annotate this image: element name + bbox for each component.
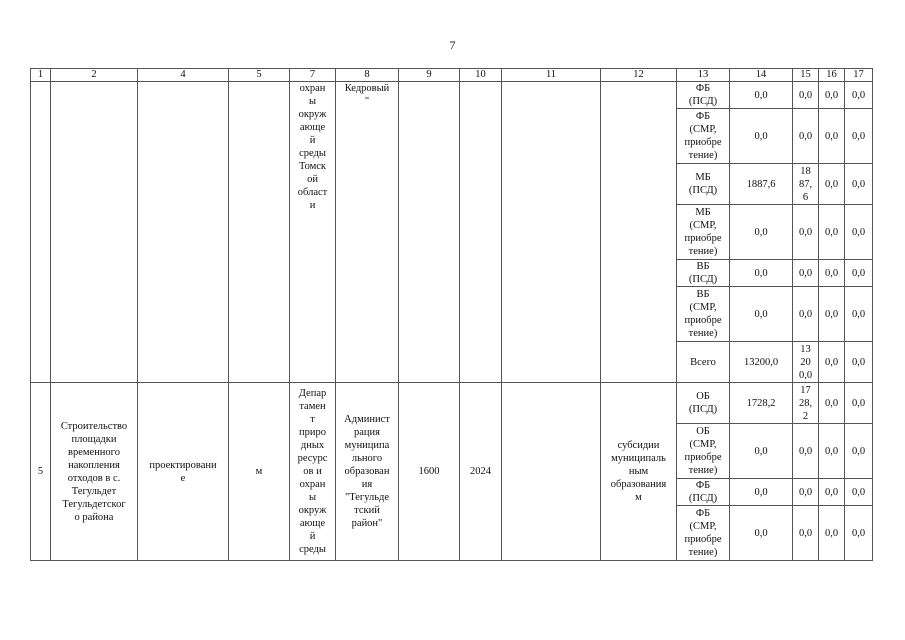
- amount-2026: 0,0: [845, 424, 873, 479]
- page-number: 7: [449, 38, 456, 52]
- amount-2026: 0,0: [845, 164, 873, 205]
- cell-number: [31, 82, 51, 383]
- amount-total: 13200,0: [730, 342, 793, 383]
- amount-2025: 0,0: [819, 164, 845, 205]
- header-cell: 13: [677, 69, 730, 82]
- amount-2024: 0,0: [793, 479, 819, 506]
- cell-unit: м: [229, 383, 290, 561]
- amount-2025: 0,0: [819, 342, 845, 383]
- header-cell: 9: [399, 69, 460, 82]
- amount-2026: 0,0: [845, 383, 873, 424]
- cell-name: Строительство площадки временного накопления отходов в с. Тегульдет Тегульдетског о района: [51, 383, 138, 561]
- cell-capacity: 1600: [399, 383, 460, 561]
- header-cell: 11: [502, 69, 601, 82]
- cell-stage: [138, 82, 229, 383]
- header-cell: 17: [845, 69, 873, 82]
- cell-executor: охран ы окруж ающе й среды Томск ой област и: [290, 82, 336, 383]
- cell-mechanism: [601, 82, 677, 383]
- amount-2024: 0,0: [793, 82, 819, 109]
- header-cell: 16: [819, 69, 845, 82]
- header-cell: 4: [138, 69, 229, 82]
- header-cell: 8: [336, 69, 399, 82]
- funding-source: ФБ (ПСД): [677, 82, 730, 109]
- cell-executor: Депар тамен т приро дных ресурс ов и охран ы окруж ающе й среды: [290, 383, 336, 561]
- cell-stage: проектировани е: [138, 383, 229, 561]
- amount-total: 0,0: [730, 479, 793, 506]
- amount-total: 1887,6: [730, 164, 793, 205]
- amount-2024: 0,0: [793, 205, 819, 260]
- amount-2026: 0,0: [845, 82, 873, 109]
- amount-2026: 0,0: [845, 287, 873, 342]
- funding-source: ОБ (ПСД): [677, 383, 730, 424]
- amount-2024: 0,0: [793, 506, 819, 561]
- amount-2026: 0,0: [845, 205, 873, 260]
- funding-source: ФБ (ПСД): [677, 479, 730, 506]
- amount-total: 0,0: [730, 424, 793, 479]
- funding-source: МБ (СМР, приобре тение): [677, 205, 730, 260]
- funding-source: МБ (ПСД): [677, 164, 730, 205]
- header-row: [31, 69, 873, 82]
- header-cell: 15: [793, 69, 819, 82]
- cell-recipient: Кедровый ": [336, 82, 399, 383]
- table-row: [31, 82, 873, 109]
- cell-year: [460, 82, 502, 383]
- cell-11: [502, 82, 601, 383]
- amount-2024: 0,0: [793, 424, 819, 479]
- amount-2025: 0,0: [819, 82, 845, 109]
- header-cell: 10: [460, 69, 502, 82]
- amount-2025: 0,0: [819, 506, 845, 561]
- funding-source: ОБ (СМР, приобре тение): [677, 424, 730, 479]
- cell-recipient: Админист рация муниципа льного образован ия "Тегульде тский район": [336, 383, 399, 561]
- financing-table: [30, 68, 873, 561]
- amount-2024: 0,0: [793, 109, 819, 164]
- amount-2024: 17 28, 2: [793, 383, 819, 424]
- header-cell: 7: [290, 69, 336, 82]
- cell-number: 5: [31, 383, 51, 561]
- cell-11: [502, 383, 601, 561]
- funding-source: ФБ (СМР, приобре тение): [677, 506, 730, 561]
- header-cell: 12: [601, 69, 677, 82]
- amount-2025: 0,0: [819, 260, 845, 287]
- cell-unit: [229, 82, 290, 383]
- amount-2026: 0,0: [845, 479, 873, 506]
- amount-2025: 0,0: [819, 109, 845, 164]
- funding-source: ФБ (СМР, приобре тение): [677, 109, 730, 164]
- header-cell: 1: [31, 69, 51, 82]
- cell-name: [51, 82, 138, 383]
- funding-source: Всего: [677, 342, 730, 383]
- amount-total: 0,0: [730, 260, 793, 287]
- header-cell: 14: [730, 69, 793, 82]
- amount-2026: 0,0: [845, 506, 873, 561]
- amount-2025: 0,0: [819, 424, 845, 479]
- amount-2026: 0,0: [845, 260, 873, 287]
- amount-2025: 0,0: [819, 287, 845, 342]
- funding-source: ВБ (ПСД): [677, 260, 730, 287]
- amount-2024: 0,0: [793, 260, 819, 287]
- cell-year: 2024: [460, 383, 502, 561]
- amount-total: 0,0: [730, 205, 793, 260]
- amount-2024: 18 87, 6: [793, 164, 819, 205]
- amount-2024: 0,0: [793, 287, 819, 342]
- amount-total: 1728,2: [730, 383, 793, 424]
- amount-total: 0,0: [730, 82, 793, 109]
- amount-total: 0,0: [730, 109, 793, 164]
- amount-2024: 13 20 0,0: [793, 342, 819, 383]
- amount-2025: 0,0: [819, 479, 845, 506]
- header-cell: 5: [229, 69, 290, 82]
- amount-total: 0,0: [730, 506, 793, 561]
- cell-mechanism: субсидии муниципаль ным образования м: [601, 383, 677, 561]
- header-cell: 2: [51, 69, 138, 82]
- amount-2026: 0,0: [845, 109, 873, 164]
- amount-2025: 0,0: [819, 383, 845, 424]
- amount-total: 0,0: [730, 287, 793, 342]
- amount-2026: 0,0: [845, 342, 873, 383]
- table-row: [31, 383, 873, 424]
- amount-2025: 0,0: [819, 205, 845, 260]
- cell-capacity: [399, 82, 460, 383]
- funding-source: ВБ (СМР, приобре тение): [677, 287, 730, 342]
